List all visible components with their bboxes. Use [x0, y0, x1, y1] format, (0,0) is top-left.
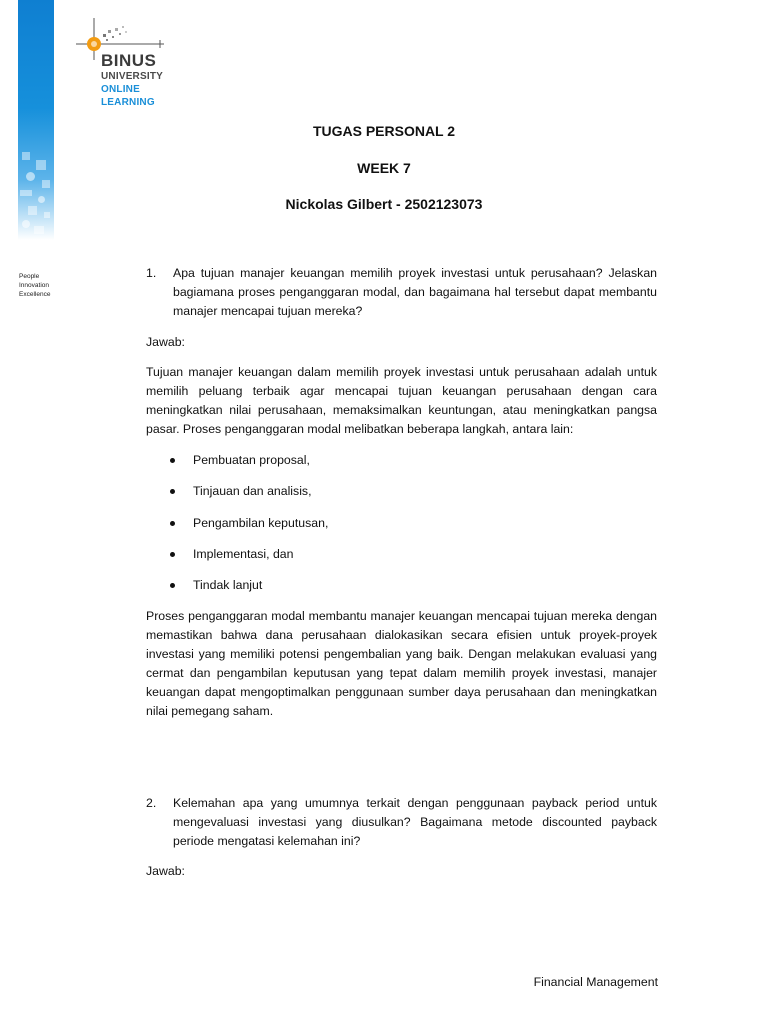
question-2-number: 2. [146, 796, 157, 810]
question-1-answer-paragraph-1: Tujuan manajer keuangan dalam memilih proyek investasi untuk perusahaan adalah untuk memilih peluang terbaik agar mencapai tujuan keuangan perusahaan dengan cara meningkatkan nilai perusahaan, memaksimalkan keuntungan, atau meningkatkan pangsa pasar. Proses penganggaran modal melibatkan beberapa langkah, antara lain: [146, 365, 657, 436]
logo-learning-text: LEARNING [101, 97, 155, 108]
question-2-text: Kelemahan apa yang umumnya terkait dengan penggunaan payback period untuk mengevaluasi investasi yang diusulkan? Bagaimana metode discounted payback periode mengatasi kelemahan ini? [173, 796, 657, 848]
list-item: Implementasi, dan [170, 545, 328, 576]
list-item: Tinjauan dan analisis, [170, 482, 328, 513]
document-title: TUGAS PERSONAL 2 [312, 123, 456, 139]
bullet-icon [170, 583, 175, 588]
bullet-icon [170, 489, 175, 494]
bullet-icon [170, 521, 175, 526]
document-author: Nickolas Gilbert - 2502123073 [285, 196, 483, 212]
tagline-excellence: Excellence [19, 291, 51, 298]
tagline-people: People [19, 273, 40, 280]
list-item: Pembuatan proposal, [170, 451, 328, 482]
binus-logo [70, 16, 180, 112]
list-item: Tindak lanjut [170, 576, 328, 607]
footer-course-name: Financial Management [533, 975, 658, 989]
bullet-icon [170, 458, 175, 463]
logo-online-text: ONLINE [101, 84, 140, 95]
bullet-icon [170, 552, 175, 557]
question-1-number: 1. [146, 266, 157, 280]
tagline-innovation: Innovation [19, 282, 49, 289]
logo-university-text: UNIVERSITY [101, 71, 164, 82]
capital-budgeting-steps-list [170, 451, 328, 607]
question-2-answer-label: Jawab: [146, 864, 185, 878]
document-week: WEEK 7 [357, 160, 411, 176]
list-item: Pengambilan keputusan, [170, 514, 328, 545]
question-1-text: Apa tujuan manajer keuangan memilih proyek investasi untuk perusahaan? Jelaskan bagiamana proses penganggaran modal, dan bagaimana hal tersebut dapat membantu manajer mencapai tujuan mereka? [173, 266, 657, 318]
question-1-answer-paragraph-2: Proses penganggaran modal membantu manajer keuangan mencapai tujuan mereka dengan memastikan bahwa dana perusahaan dialokasikan secara efisien untuk proyek-proyek investasi yang memiliki potensi pengembalian yang baik. Dengan melakukan evaluasi yang cermat dan pengambilan keputusan yang tepat dalam memilih proyek investasi, manajer keuangan dapat mengoptimalkan penggunaan sumber daya perusahaan dan meningkatkan nilai pemegang saham. [146, 609, 657, 718]
tagline [19, 272, 50, 299]
question-1-answer-label: Jawab: [146, 335, 185, 349]
logo-brand-text: BINUS [101, 51, 157, 70]
